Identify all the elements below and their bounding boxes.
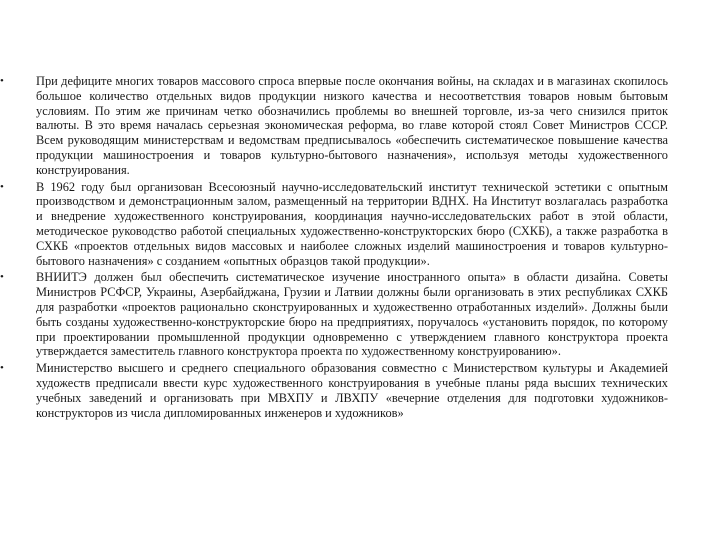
paragraph-text: В 1962 году был организован Всесоюзный научно-исследовательский институт технической эстетики с опытным производством и демонстрационным залом, размещенный на территории ВДНХ. На Институт возлагалась разработка и внедрение художественного конструирования, координация научно-исследовательских работ в этой области, методическое руководство работой специальных художественно-конструкторских бюро (СХКБ), а также разработка в СХКБ «проектов отдельных видов массовых и наиболее сложных изделий машиностроения и товаров культурно-бытового назначения» с созданием «опытных образцов такой продукции». bbox=[36, 179, 668, 268]
bullet-list bbox=[0, 74, 668, 422]
paragraph-text: ВНИИТЭ должен был обеспечить систематическое изучение иностранного опыта» в области дизайна. Советы Министров РСФСР, Украины, Азербайджана, Грузии и Латвии должны были организовать в этих республиках СХКБ для разработки «проектов рационально сконструированных и художественно отработанных изделий». Должны были быть созданы художественно-конструкторские бюро на предприятиях, поручалось «установить порядок, по которому при проектировании промышленной продукции одновременно с утверждением главного конструктора проекта утверждается заместитель главного конструктора проекта по художественному конструированию». bbox=[36, 270, 668, 359]
paragraph-text: Министерство высшего и среднего специального образования совместно с Министерством культуры и Академией художеств предписали ввести курс художественного конструирования в учебные планы ряда высших технических учебных заведений и организовать при МВХПУ и ЛВХПУ «вечерние отделения для подготовки художников-конструкторов из числа дипломированных инженеров и художников» bbox=[36, 361, 668, 420]
bullet-item-3 bbox=[0, 270, 668, 359]
paragraph-text: При дефиците многих товаров массового спроса впервые после окончания войны, на складах и в магазинах скопилось большое количество отдельных видов продукции низкого качества и несоответствия товаров новым бытовым условиям. По этим же причинам четко обозначились проблемы во внешней торговле, из-за чего снизился приток валюты. В это время началась серьезная экономическая реформа, во главе которой стоял Совет Министров СССР. Всем руководящим министерствам и ведомствам предписывалось «обеспечить систематическое повышение качества продукции машиностроения и товаров культурно-бытового назначения», используя методы художественного конструирования. bbox=[36, 74, 668, 177]
bullet-icon: • bbox=[0, 75, 4, 87]
bullet-item-1 bbox=[0, 74, 668, 178]
bullet-icon: • bbox=[0, 362, 4, 375]
bullet-item-2 bbox=[0, 179, 668, 269]
bullet-item-4 bbox=[0, 361, 668, 420]
bullet-icon: • bbox=[0, 180, 4, 193]
bullet-icon: • bbox=[0, 271, 4, 284]
